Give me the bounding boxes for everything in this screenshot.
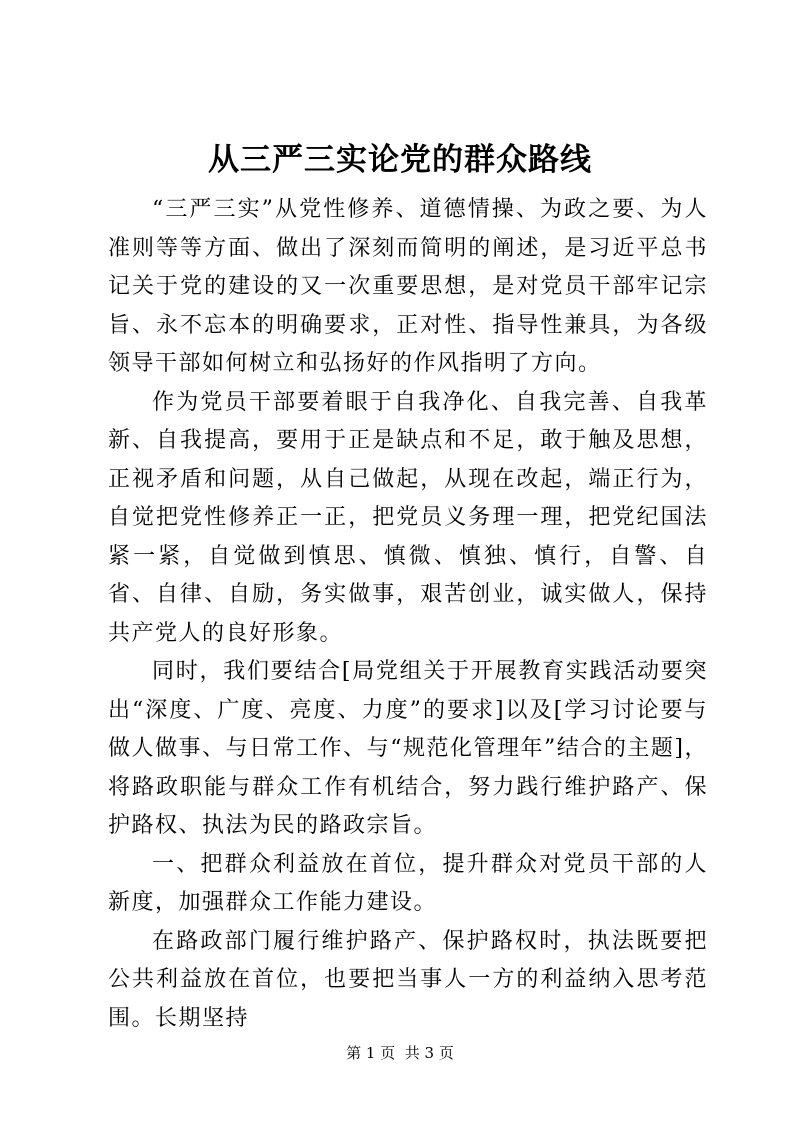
page-footer <box>0 1043 800 1063</box>
paragraph-2: 作为党员干部要着眼于自我净化、自我完善、自我革新、自我提高，要用于正是缺点和不足，敢于触及思想，正视矛盾和问题，从自己做起，从现在改起，端正行为，自觉把党性修养正一正，把党员义务理一理，把党纪国法紧一紧，自觉做到慎思、慎微、慎独、慎行，自警、自省、自律、自励，务实做事，艰苦创业，诚实做人，保持共产党人的良好形象。 <box>108 389 708 646</box>
paragraph-1: “三严三实”从党性修养、道德情操、为政之要、为人准则等等方面、做出了深刻而简明的阐述，是习近平总书记关于党的建设的又一次重要思想，是对党员干部牢记宗旨、永不忘本的明确要求，正对性、指导性兼具，为各级领导干部如何树立和弘扬好的作风指明了方向。 <box>108 197 708 376</box>
document-body <box>108 191 708 1038</box>
document-title: 从三严三实论党的群众路线 <box>208 142 592 178</box>
paragraph-4: 一、把群众利益放在首位，提升群众对党员干部的人新度，加强群众工作能力建设。 <box>108 851 708 915</box>
paragraph-3: 同时，我们要结合[局党组关于开展教育实践活动要突出“深度、广度、亮度、力度”的要求]以及[学习讨论要与做人做事、与日常工作、与“规范化管理年”结合的主题]，将路政职能与群众工作有机结合，努力践行维护路产、保护路权、执法为民的路政宗旨。 <box>108 659 708 838</box>
paragraph-5: 在路政部门履行维护路产、保护路权时，执法既要把公共利益放在首位，也要把当事人一方的利益纳入思考范围。长期坚持 <box>108 928 708 1031</box>
page-number-label: 第 1 页 共 3 页 <box>346 1044 454 1062</box>
